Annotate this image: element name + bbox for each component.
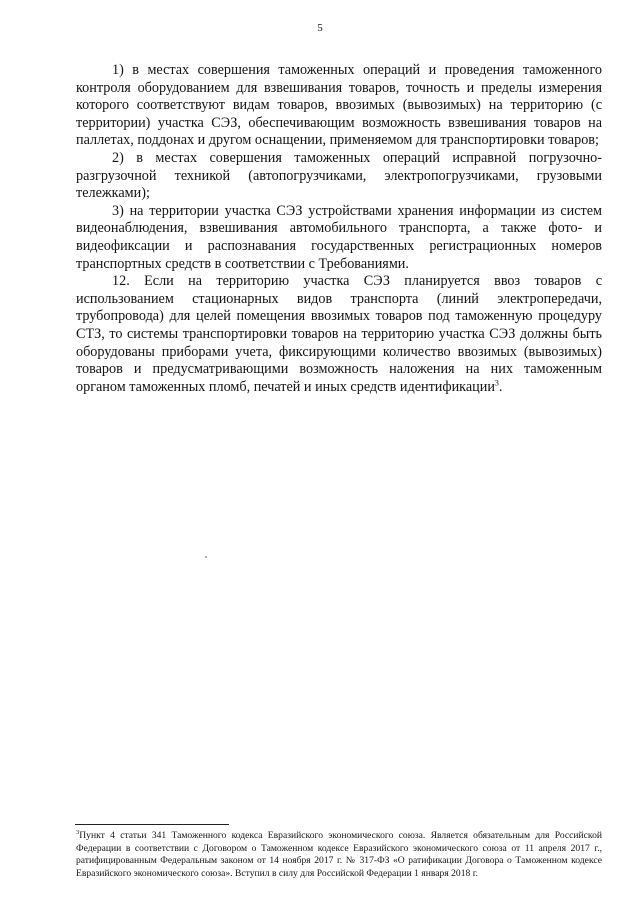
footnote-reference[interactable]: 3 xyxy=(494,377,499,387)
paragraph-item-1 xyxy=(76,62,602,150)
document-body xyxy=(76,62,602,396)
paragraph-text: 1) в местах совершения таможенных операций и проведения таможенного контроля оборудованием для взвешивания товаров, точность и пределы измерения которого соответствуют видам товаров, ввозимых (вывозимых) на территорию (с территории) участка СЭЗ, обеспечивающим возможность взвешивания товаров на паллетах, поддонах и другом оснащении, применяемом для транспортировки товаров; xyxy=(76,62,602,149)
footnote xyxy=(76,830,602,880)
footnote-marker: 3 xyxy=(76,828,80,836)
paragraph-end: . xyxy=(498,378,503,395)
paragraph-clause-12 xyxy=(76,273,602,396)
paragraph-item-2 xyxy=(76,150,602,203)
footnote-text: Пункт 4 статьи 341 Таможенного кодекса Евразийского экономического союза. Является обязательным для Российской Федерации в соответствии с Договором о Таможенном кодексе Евразийского экономического союза от 11 апреля 2017 г., ратифицированным Федеральным законом от 14 ноября 2017 г. № 317-ФЗ «О ратификации Договора о Таможенном кодексе Евразийского экономического союза». Вступил в силу для Российской Федерации 1 января 2018 г. xyxy=(76,830,602,879)
scan-speck xyxy=(205,556,207,558)
footnote-divider xyxy=(75,824,229,825)
page-number: 5 xyxy=(317,22,323,34)
paragraph-text: 2) в местах совершения таможенных операций исправной погрузочно-разгрузочной техникой (автопогрузчиками, электропогрузчиками, грузовыми тележками); xyxy=(76,149,602,202)
paragraph-text: 3) на территории участка СЭЗ устройствами хранения информации из систем видеонаблюдения, взвешивания автомобильного транспорта, а также фото- и видеофиксации и распознавания государственных регистрационных номеров транспортных средств в соответствии с Требованиями. xyxy=(76,202,602,272)
paragraph-item-3 xyxy=(76,203,602,273)
paragraph-text: 12. Если на территорию участка СЭЗ планируется ввоз товаров с использованием стационарных видов транспорта (линий электропередачи, трубопровода) для целей помещения ввозимых товаров под таможенную процедуру СТЗ, то системы транспортировки товаров на территорию участка СЭЗ должны быть оборудованы приборами учета, фиксирующими количество ввозимых (вывозимых) товаров и предусматривающими возможность наложения на них таможенным органом таможенных пломб, печатей и иных средств идентификации xyxy=(76,273,602,395)
